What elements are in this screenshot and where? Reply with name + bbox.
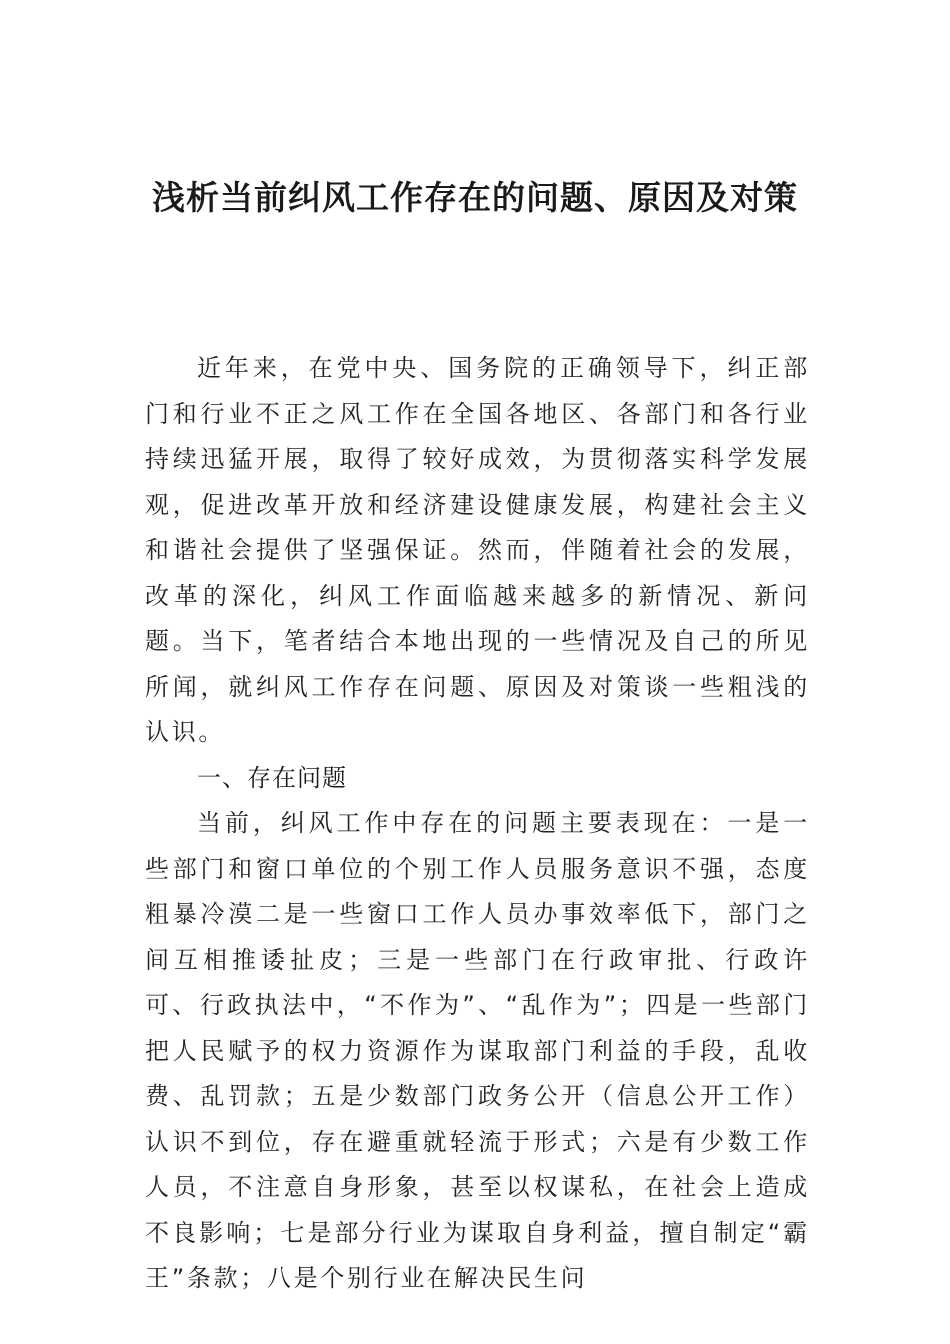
- intro-paragraph: 近年来，在党中央、国务院的正确领导下，纠正部门和行业不正之风工作在全国各地区、各部门和各行业持续迅猛开展，取得了较好成效，为贯彻落实科学发展观，促进改革开放和经济建设健康发展，构建社会主义和谐社会提供了坚强保证。然而，伴随着社会的发展，改革的深化，纠风工作面临越来越多的新情况、新问题。当下，笔者结合本地出现的一些情况及自己的所见所闻，就纠风工作存在问题、原因及对策谈一些粗浅的认识。: [145, 354, 810, 746]
- section-heading: 一、存在问题: [197, 763, 347, 792]
- document-title: 浅析当前纠风工作存在的问题、原因及对策: [152, 178, 798, 217]
- section-paragraph: 当前，纠风工作中存在的问题主要表现在：一是一些部门和窗口单位的个别工作人员服务意识不强，态度粗暴冷漠二是一些窗口工作人员办事效率低下，部门之间互相推诿扯皮；三是一些部门在行政审批、行政许可、行政执法中，“不作为”、“乱作为”；四是一些部门把人民赋予的权力资源作为谋取部门利益的手段，乱收费、乱罚款；五是少数部门政务公开（信息公开工作）认识不到位，存在避重就轻流于形式；六是有少数工作人员，不注意自身形象，甚至以权谋私，在社会上造成不良影响；七是部分行业为谋取自身利益，擅自制定“霸王”条款；八是个别行业在解决民生问: [145, 809, 810, 1292]
- document-body: [145, 346, 810, 1302]
